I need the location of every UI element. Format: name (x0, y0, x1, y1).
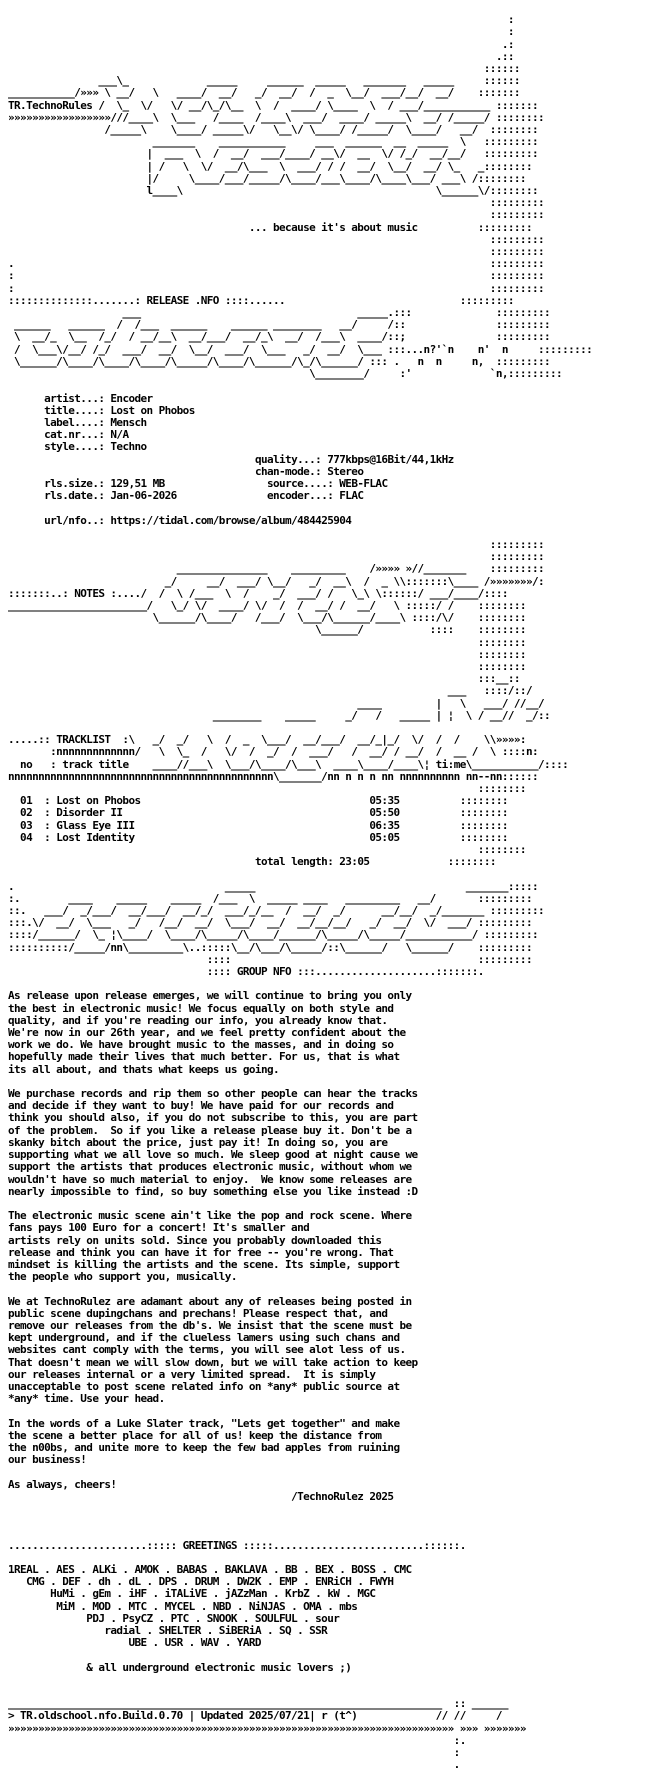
catnr-label: cat.nr...: (44, 428, 105, 442)
track-row: 01 : Lost on Phobos 05:35 :::::::: (20, 794, 508, 808)
track-no: 03 (20, 818, 33, 832)
rls-size-label: rls.size.: (44, 476, 105, 490)
greetings-line-text: 1REAL . AES . ALKi . AMOK . BABAS . BAKLAVA . BB . BEX . BOSS . CMC (8, 1563, 412, 1576)
style-value: Techno (110, 440, 147, 454)
tracklist-col-time: ti:me (435, 757, 466, 771)
notes-header: NOTES (74, 586, 105, 600)
chanmode-value: Stereo (327, 464, 364, 478)
greetings-line-text: MiM . MOD . MTC . MYCEL . NBD . NiNJAS . OMA . mbs (56, 1599, 358, 1613)
quality-value: 777kbps@16Bit/44,1kHz (327, 452, 454, 466)
style-label: style....: (44, 440, 105, 454)
tracklist-col-title: : track title (50, 757, 129, 771)
track-time: 06:35 (369, 818, 400, 832)
source-value: WEB-FLAC (339, 476, 388, 490)
tagline: ... because it's about music (248, 220, 418, 234)
track-row: 04 : Lost Identity 05:05 :::::::: (20, 830, 508, 844)
greetings-line-text: HuMi . gEm . iHF . iTALiVE . jAZzMan . KrbZ . kW . MGC (50, 1587, 376, 1601)
greetings-line-text: CMG . DEF . dh . dL . DPS . DRUM . DW2K . EMP . ENRiCH . FWYH (26, 1575, 394, 1589)
total-length-value: 23:05 (339, 855, 370, 869)
group-nfo-paragraph: We at TechnoRulez are adamant about any of releases being posted in public scene dupingchans and prechans! Please respect that, and remove our releases from the db's. We insist that the scene must be kept underground, and if the clueless lamers using such chans and websites cant comply with the terms, you will see alot less of us. That doesn't mean we will slow down, but we will take action to keep our releases internal or a very limited spread. It is simply unacceptable to post scene related info on *any* public source at *any* time. Use your head. (8, 1294, 418, 1406)
nfo-document (8, 2, 654, 1784)
track-time: 05:50 (369, 806, 400, 820)
group-nfo-header: GROUP NFO (236, 965, 292, 979)
url-value: https://tidal.com/browse/album/484425904 (110, 513, 352, 527)
group-nfo-text: As release upon release emerges, we will continue to bring you only the best in electronic music! We focus equally on both style and quality, and if you're reading our info, you already know that. We're now in our 26th year, and we feel pretty confident about the work we do. We have brought music to the masses, and in doing so hopefully made their lives that much better. For us, that is what its all about, and thats what keeps us going. We purchase records and rip them so other people can hear the tracks and decide if they want to buy! We have paid for our records and think you should also, if you do not subscribe to this, you are part of the problem. So if you like a release please buy it. Don't be a skanky bitch about the price, just pay it! In doing so, you are supporting what we all love so much. We sleep good at night cause we support the artists that produces electronic music, without whom we wouldn't have so much material to enjoy. We know some releases are nearly impossible to find, so buy something else you like instead :D The electronic music scene ain't like the pop and rock scene. Where fans pays 100 Euro for a concert! It's smaller and artists rely on units sold. Since you probably downloaded this release and think you can have it for free -- you're wrong. That mindset is killing the artists and the scene. Its simple, support the people who support you, musically. We at TechnoRulez are adamant about any of releases being posted in public scene dupingchans and prechans! Please respect that, and remove our releases from the db's. We insist that the scene must be kept underground, and if the clueless lamers using such chans and websites cant comply with the terms, you will see alot less of us. That doesn't mean we will slow down, but we will take action to keep our releases internal or a very limited spread. It is simply unacceptable to post scene related info on *any* public source at *any* time. Use your head. In the words of a Luke Slater track, "Lets get together" and make the scene a better place for all of us! keep the distance from the n00bs, and unite more to keep the few bad apples from ruining our business! As always, cheers! /TechnoRulez 2025 .......................::::: GREETINGS :::::.........................::::::. 1REAL . AES . ALKi . AMOK . BABAS . BAKLAVA . BB . BEX . BOSS . CMC CMG . DEF . dh . dL . DPS . DRUM . DW2K . EMP . ENRiCH . FWYH HuMi . gEm . iHF . iTALiVE . jAZzMan . KrbZ . kW . MGC MiM . MOD . MTC . MYCEL . NBD . NiNJAS . OMA . mbs PDJ . PsyCZ . PTC . SNOOK . SOULFUL . sour radial . SHELTER . SiBERiA . SQ . SSR UBE . USR . WAV . YARD & all underground electronic music lovers ;) ________________________________________________________________________ :: ______ > TR.oldschool.nfo.Build.0.70 | Updated 2025/07/21| r (t^) // // / »»»»»»»»»»»»»»»»»»»»»»»»»»»»»»»»»»»»»»»»»»»»»»»»»»»»»»»»»»»»»»»»»»»»»»»»»» »»» »»»»»»» :. : . (8, 989, 526, 1772)
encoder-value: FLAC (339, 489, 364, 503)
track-time: 05:35 (369, 794, 400, 808)
track-title: Lost Identity (56, 830, 135, 844)
release-info (8, 393, 654, 527)
group-nfo-paragraph: The electronic music scene ain't like the pop and rock scene. Where fans pays 100 Euro for a concert! It's smaller and artists rely on units sold. Since you probably downloaded this release and think you can have it for free -- you're wrong. That mindset is killing the artists and the scene. Its simple, support the people who support you, musically. (8, 1209, 412, 1284)
greetings-line (8, 1636, 261, 1649)
signature: /TechnoRulez 2025 (291, 1489, 394, 1503)
chanmode-label: chan-mode.: (254, 464, 322, 478)
track-row: 03 : Glass Eye III 06:35 :::::::: (20, 818, 508, 832)
rls-date-value: Jan-06-2026 (110, 489, 177, 503)
logo-ascii-art: : : .: .:: :::::: ___\_ _____ ______ _____ _______ _____ :::::: ___________/»»» \ __/ \ ____/ __/ _/ __/ / _ \__/ ___/__/ __/ ::::::: TR.TechnoRules / \_ \/ \/ __/\_/\__ \ / ____/ \____ \ / ___/___________ ::::::: »»»»»»»»»»»»»»»»»///____\ \___ /____ /____\ ___/ ____/ _____\ __/ /_____/ :::::::: /_____\ \____/ _____\/ \__\/ \____/ /_____/ \____/ __/ :::::::: _______ ___________ ___ ______ __ _____ \ ::::::::: | ___ \ / __/ ___/____/ __\/ __ \/ /_/ __/__/ ::::::::: | / \ \/ __/\___ \ ___/ / / __/ \__/ __/ \_ _:::::::: |/ \____/___/_____/\____/___\____/\____\___/ ___\ /:::::::: l____\ \______\/:::::::: ::::::::: ::::::::: ... because it's about music ::::::::: ::::::::: ::::::::: . ::::::::: : ::::::::: : ::::::::: ::::::::::::::.......: RELEASE .NFO ::::...... ::::::::: ___ _____.::: ::::::::: ______ ______ / /___ ______ ______ ________ __/ /:: ::::::::: \ __/_ \__ /_/ / __/__\ __/___/ __/_\ __/ /___\ ____/::; ::::::::: / \___\/__/ /_/ ___/ __/ \__/ ___/ \___ _/ __/ \___ :::...n?'`n n' n ::::::::: \______/\____/\____/\____/\_____/\____/\______/\_/\______/ ::: . n n n, ::::::::: \________/ :' `n,::::::::: (8, 13, 593, 381)
group-nfo-paragraph: As always, cheers! (8, 1477, 117, 1491)
greetings-line (8, 1624, 327, 1637)
greetings-line-text: PDJ . PsyCZ . PTC . SNOOK . SOULFUL . sour (86, 1611, 340, 1625)
track-title: Glass Eye III (56, 818, 135, 832)
greetings-line (8, 1575, 393, 1588)
greetings-line (8, 1563, 412, 1576)
group-tag: TR.TechnoRules (8, 98, 93, 112)
group-nfo-paragraph: We purchase records and rip them so other people can hear the tracks and decide if they want to buy! We have paid for our records and think you should also, if you do not subscribe to this, you are part of the problem. So if you like a release please buy it. Don't be a skanky bitch about the price, just pay it! In doing so, you are supporting what we all love so much. We sleep good at night cause we support the artists that produces electronic music, without whom we wouldn't have so much material to enjoy. We know some releases are nearly impossible to find, so buy something else you like instead :D (8, 1087, 418, 1198)
group-nfo-divider-art: . _____ _______::::: :. ____ _____ _____ /___ \ _____ ____ _________ __/ ::::::::: ::. ___/ _/___/ __/___/ __/_/ ___/_/__ / __/ _/ __/__/ _/_______ ::::::::: :::.\/ __/ \___ _/ /__/ __/ \___/ __/ __/__/__/ _/ __/ \/ ___/ ::::::::: ::::/______/ \_ ¦\____/ \____/\_____/\____/______/\_____/\_____/___________/ ::::::::: ::::::::::/_____/nn\_________\..:::::\__/\___/\_____/::\______/ \______/ ::::::::: :::: ::::::::: :::: GROUP NFO :::....................:::::::. (8, 879, 545, 979)
footer: > TR.oldschool.nfo.Build.0.70 | Updated 2025/07/21| r (t^) (8, 1709, 358, 1723)
greetings-line (8, 1612, 339, 1625)
title-label: title....: (44, 403, 105, 417)
group-nfo-paragraph: As release upon release emerges, we will continue to bring you only the best in electronic music! We focus equally on both style and quality, and if you're reading our info, you already know that. We're now in our 26th year, and we feel pretty confident about the work we do. We have brought music to the masses, and in doing so hopefully made their lives that much better. For us, that is what its all about, and thats what keeps us going. (8, 989, 412, 1076)
track-time: 05:05 (369, 830, 400, 844)
tracklist-header: TRACKLIST (56, 733, 111, 747)
track-title: Disorder II (56, 806, 123, 820)
greetings-line (8, 1587, 375, 1600)
greetings-header: GREETINGS (182, 1538, 237, 1552)
track-title: Lost on Phobos (56, 794, 141, 808)
url-label: url/nfo..: (44, 513, 105, 527)
encoder-label: encoder...: (267, 489, 334, 503)
label-label: label....: (44, 415, 105, 429)
rls-size-value: 129,51 MB (110, 476, 165, 490)
catnr-value: N/A (110, 428, 129, 442)
track-no: 01 (20, 794, 33, 808)
greetings-footer: & all underground electronic music lovers ;) (86, 1660, 352, 1674)
source-label: source....: (267, 476, 334, 490)
track-no: 02 (20, 806, 33, 820)
quality-label: quality...: (254, 452, 322, 466)
tracklist-col-no: no (20, 757, 33, 771)
greetings-line-text: UBE . USR . WAV . YARD (128, 1636, 261, 1650)
artist-value: Encoder (110, 391, 153, 405)
rls-date-label: rls.date.: (44, 489, 105, 503)
artist-label: artist...: (44, 391, 105, 405)
total-length-label: total length: (254, 855, 334, 869)
release-nfo-header: RELEASE .NFO (146, 293, 219, 307)
notes-divider-art: ::::::::: ::::::::: _______________ _________ /»»»» »//_______ ::::::::: _/ __/ ___/ \__/ _/ __\ / _ \\:::::::\____ /»»»»»»»/: :::::::..: NOTES :..../ / \ /___ \ / _/ ___/ / \_\ \::::::/ ___/____/:::: _______________________/ \_/ \/ ____/ \/ / / __/ / __/ \ :::::/ / :::::::: \______/\____/ /___/ \___/\______/____\ ::::/\/ :::::::: \______/ :::: :::::::: :::::::: :::::::: :::::::: :::__:: ___ ::::/::/ ____ | \ ___/ //__/ ________ _____ _/ / _____ | ¦ \ / __// _/:: (8, 537, 551, 722)
label-value: Mensch (110, 415, 147, 429)
group-nfo-paragraph: In the words of a Luke Slater track, "Lets get together" and make the scene a better place for all of us! keep the distance from the n00bs, and unite more to keep the few bad apples from ruining our business! (8, 1416, 400, 1467)
greetings-line-text: radial . SHELTER . SiBERiA . SQ . SSR (104, 1624, 328, 1638)
title-value: Lost on Phobos (110, 403, 195, 417)
greetings-line (8, 1600, 357, 1613)
tracklist-section: .....:: TRACKLIST :\ _/ _/ \ / _ \___/ __/___/ __/_|_/ \/ / / \\»»»»: :nnnnnnnnnnnnn/ \ \_ / \/ / _/ / ___/ / __/ / __/ / __ / \ ::::n: no : track title ____//___\ \___/\____/\___\ ____\____/____\¦ ti:me\___________/:::: nnnnnnnnnnnnnnnnnnnnnnnnnnnnnnnnnnnnnnnnnnnn\_______/nn n n n nn nnnnnnnnnn nn--nn:::::: :::::::: 01 : Lost on Phobos 05:35 :::::::: 02 : Disorder II 05:50 :::::::: 03 : Glass Eye III 06:35 :::::::: 04 : Lost Identity 05:05 :::::::: :::::::: total length: 23:05 :::::::: (8, 733, 569, 869)
track-no: 04 (20, 830, 33, 844)
track-row: 02 : Disorder II 05:50 :::::::: (20, 806, 508, 820)
